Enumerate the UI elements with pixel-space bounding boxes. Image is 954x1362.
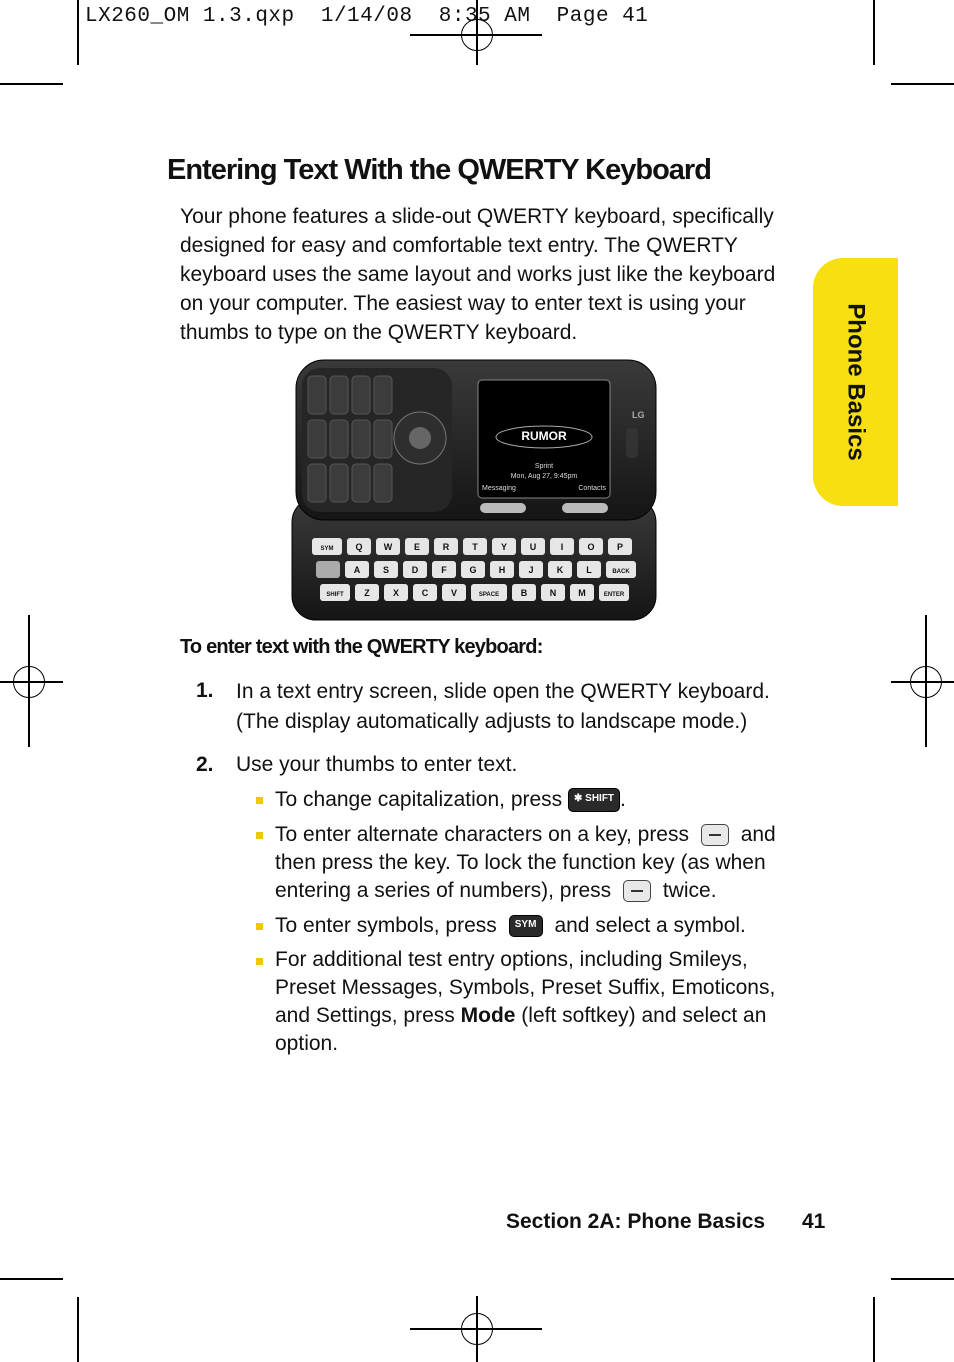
keyboard-key-label: S (382, 565, 390, 575)
shift-key-label: SHIFT (585, 793, 615, 805)
bullet-item (275, 786, 800, 814)
bullet-marker (256, 832, 263, 839)
number-key (352, 376, 370, 414)
bullet-item (275, 912, 800, 940)
print-slug: LX260_OM 1.3.qxp 1/14/08 8:35 AM Page 41 (85, 5, 649, 28)
softkey-name: Mode (460, 1004, 516, 1027)
crop-mark (873, 0, 875, 65)
keyboard-key-label: A (353, 565, 361, 575)
number-key (374, 464, 392, 502)
keyboard-key-label: Q (355, 542, 363, 552)
keyboard-key-label: H (498, 565, 506, 575)
keyboard-keys (312, 538, 636, 601)
keyboard-key-label: X (392, 588, 400, 598)
intro-paragraph: Your phone features a slide-out QWERTY keyboard, specifically designed for easy and comfortable text entry. The QWERTY keyboard uses the same layout and works just like the keyboard on your computer. The easiest way to enter text is using your thumbs to type on the QWERTY keyboard. (180, 205, 776, 344)
screen-softkey-left: Messaging (482, 485, 516, 492)
number-key (352, 420, 370, 458)
number-key (374, 420, 392, 458)
function-key-icon (701, 824, 729, 846)
number-key (308, 376, 326, 414)
keyboard-key-label: W (383, 542, 393, 552)
bullet-item (275, 946, 800, 1058)
crop-mark (0, 83, 63, 85)
bullet-text: For additional test entry options, including Smileys, Preset Messages, Symbols, Preset Suffix, Emoticons, and Settings, press (275, 948, 776, 1027)
bullet-text: (left softkey) and select an option. (275, 1004, 767, 1055)
step-text: (The display automatically adjusts to landscape mode.) (236, 710, 748, 733)
keyboard-key-label: P (616, 542, 624, 552)
number-key (374, 376, 392, 414)
keyboard-key-label: J (528, 565, 534, 575)
number-key (352, 464, 370, 502)
procedure-heading: To enter text with the QWERTY keyboard: (180, 636, 543, 658)
keyboard-key-label: M (578, 588, 586, 598)
bullet-marker (256, 923, 263, 930)
number-key (308, 420, 326, 458)
function-key-icon (623, 880, 651, 902)
bullet-item (275, 821, 800, 905)
registration-mark (461, 1313, 493, 1345)
keyboard-key-label: D (411, 565, 419, 575)
crop-mark (891, 83, 954, 85)
bullet-marker (256, 958, 263, 965)
keyboard-key-label: I (560, 542, 564, 552)
crop-mark (891, 1278, 954, 1280)
brand-logo: LG (632, 410, 645, 420)
step-text: Use your thumbs to enter text. (236, 753, 518, 776)
bullet-text: To enter symbols, press (275, 914, 497, 937)
keyboard-key-label: U (529, 542, 537, 552)
shift-key-icon: ✱ SHIFT (568, 788, 620, 812)
keyboard-key-label: SPACE (478, 592, 500, 598)
bullet-text: To enter alternate characters on a key, press (275, 823, 689, 846)
bullet-marker (256, 797, 263, 804)
keyboard-key-label: L (586, 565, 592, 575)
keyboard-key-label: G (469, 565, 477, 575)
crop-mark (873, 1297, 875, 1362)
bullet-text: and select a symbol. (554, 914, 746, 937)
crop-mark (77, 1297, 79, 1362)
number-key (330, 420, 348, 458)
number-key (330, 376, 348, 414)
step-number: 2. (196, 753, 214, 776)
section-tab-label-wrap (813, 258, 898, 506)
keyboard-key-label: SYM (320, 546, 334, 552)
keyboard-key-label: R (442, 542, 450, 552)
keyboard-key-label: SHIFT (326, 592, 344, 598)
screen-carrier: Sprint (534, 463, 554, 470)
keyboard-key-label: ENTER (603, 592, 625, 598)
bullet-text: . (620, 788, 626, 811)
step-number: 1. (196, 679, 214, 702)
bullet-text: twice. (662, 879, 717, 902)
keyboard-key-label: BACK (612, 569, 630, 575)
keyboard-key-label: V (450, 588, 458, 598)
keyboard-key-label: T (472, 542, 478, 552)
number-key (330, 464, 348, 502)
registration-mark (910, 666, 942, 698)
phone-illustration (290, 358, 660, 621)
screen-softkey-right: Contacts (578, 485, 606, 492)
keyboard-key-label: Z (364, 588, 370, 598)
keyboard-key-label: C (421, 588, 429, 598)
keyboard-key-label: O (587, 542, 595, 552)
bullet-text: and then press the key. To lock the function key (as when entering a series of numbers), press (275, 823, 776, 902)
keyboard-key-label: N (549, 588, 557, 598)
keyboard-key-label: Y (500, 542, 508, 552)
step-text: In a text entry screen, slide open the QWERTY keyboard. (236, 680, 770, 703)
page-number: 41 (802, 1210, 826, 1233)
number-key (308, 464, 326, 502)
keyboard-key-label: B (520, 588, 528, 598)
page-title: Entering Text With the QWERTY Keyboard (167, 154, 711, 186)
keyboard-key (316, 561, 340, 578)
screen-logo: RUMOR (521, 429, 567, 443)
registration-mark (13, 666, 45, 698)
screen-date: Mon, Aug 27, 9:45pm (510, 473, 578, 480)
footer-section-title: Section 2A: Phone Basics (506, 1210, 766, 1233)
keyboard-key-label: E (413, 542, 421, 552)
section-tab-label: Phone Basics (842, 303, 870, 461)
bullet-text: To change capitalization, press (275, 788, 563, 811)
keyboard-key-label: F (441, 565, 447, 575)
keyboard-key-label: K (556, 565, 564, 575)
crop-mark (0, 1278, 63, 1280)
sym-key-icon: SYM (509, 915, 543, 937)
crop-mark (77, 0, 79, 65)
